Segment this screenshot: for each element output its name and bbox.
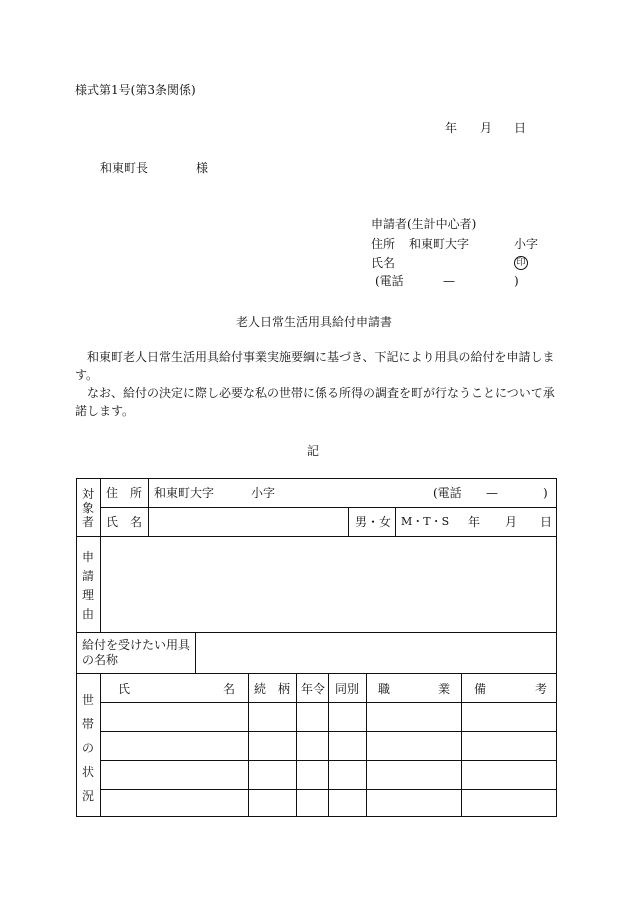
header-job-1: 職: [378, 682, 391, 696]
phone-close: ): [543, 486, 548, 500]
phone-open: (電話: [433, 486, 462, 500]
application-form-table: [76, 478, 557, 817]
applicant-address-value: 和東町大字: [409, 237, 470, 251]
header-note-2: 考: [535, 682, 548, 696]
seal-mark: 印: [514, 256, 528, 270]
item-label: 給付を受けたい用具の名称: [82, 638, 191, 667]
header-note-1: 備: [474, 682, 487, 696]
header-relation: 続 柄: [254, 682, 291, 696]
ki-label: 記: [307, 444, 320, 458]
header-living: 同別: [335, 682, 360, 696]
addressee-name: 和東町長: [100, 161, 149, 175]
body-paragraph-1: 和東町老人日常生活用具給付事業実施要綱に基づき、下記により用具の給付を申請します。: [75, 350, 555, 382]
address-koaza: 小字: [251, 486, 276, 500]
header-age: 年令: [301, 682, 326, 696]
birth-month: 月: [505, 515, 518, 529]
applicant-phone-dash: —: [443, 274, 455, 288]
applicant-address-koaza: 小字: [514, 237, 539, 251]
body-paragraph-2: なお、給付の決定に際し必要な私の世帯に係る所得の調査を町が行なうことについて承諾します。: [75, 386, 555, 418]
date-day: 日: [514, 121, 527, 135]
address-label: 住 所: [106, 486, 143, 500]
era-options: M・T・S: [401, 515, 450, 528]
reason-label: 申請理由: [81, 550, 94, 621]
applicant-heading: 申請者(生計中心者): [371, 217, 477, 231]
subject-label: 対象者: [81, 487, 94, 529]
header-job-2: 業: [438, 682, 451, 696]
applicant-phone-close: ): [514, 274, 519, 288]
birth-day: 日: [540, 515, 553, 529]
addressee-suffix: 様: [196, 161, 209, 175]
document-title: 老人日常生活用具給付申請書: [236, 315, 393, 329]
form-number: 様式第1号(第3条関係): [75, 83, 196, 97]
name-label: 氏 名: [106, 515, 143, 529]
header-name-1: 氏: [118, 682, 131, 696]
applicant-name-label: 氏名: [371, 256, 396, 270]
header-name-2: 名: [223, 682, 236, 696]
household-label: 世帯の状況: [81, 693, 94, 803]
applicant-phone-open: (電話: [375, 274, 404, 288]
address-value: 和東町大字: [154, 486, 215, 500]
date-year: 年: [445, 121, 458, 135]
applicant-address-label: 住所: [371, 237, 396, 251]
gender-options: 男・女: [355, 515, 392, 529]
phone-dash: —: [486, 486, 498, 500]
birth-year: 年: [468, 515, 481, 529]
date-month: 月: [480, 121, 493, 135]
